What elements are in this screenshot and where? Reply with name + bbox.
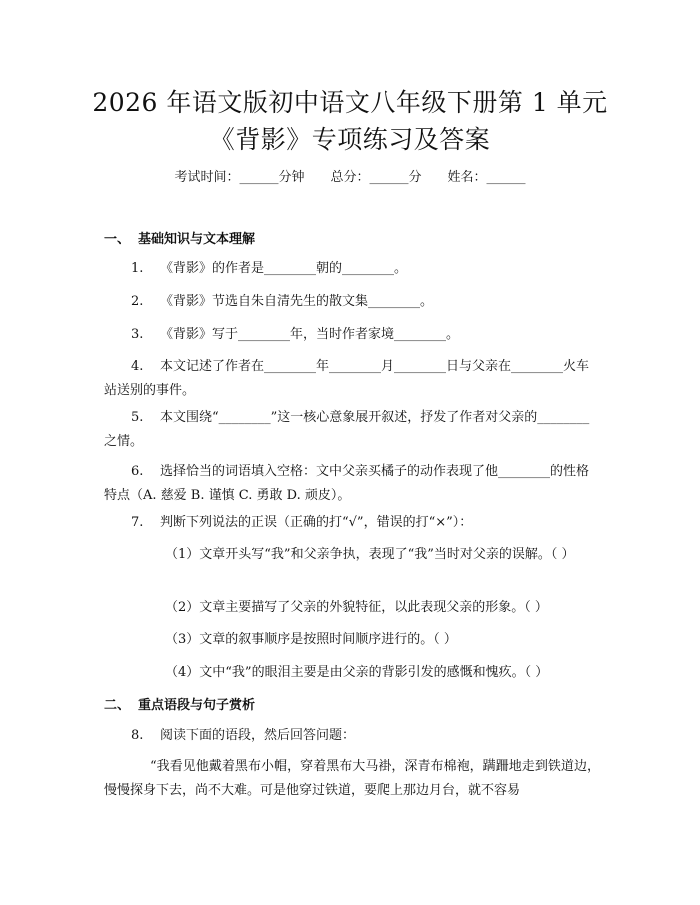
question-7-item-1: （1）文章开头写“我”和父亲争执，表现了“我”当时对父亲的误解。（ ） <box>165 547 575 562</box>
document-title-line-2: 《背影》专项练习及答案 <box>209 125 491 154</box>
question-number: 8. <box>131 728 144 743</box>
question-text: 本文围绕“________”这一核心意象展开叙述，抒发了作者对父亲的________之情。 <box>104 410 590 449</box>
question-7-item-3: （3）文章的叙事顺序是按照时间顺序进行的。（ ） <box>165 632 457 647</box>
question-text: 《背影》写于________年，当时作者家境________。 <box>160 327 460 342</box>
question-number: 7. <box>131 515 144 530</box>
section-number: 二、 <box>104 698 131 713</box>
question-number: 5. <box>131 410 144 425</box>
exam-info-line <box>0 169 700 187</box>
question-text: 本文记述了作者在________年________月________日与父亲在________火车站送别的事件。 <box>104 359 590 398</box>
question-number: 6. <box>131 464 144 479</box>
question-number: 4. <box>131 359 144 374</box>
section-heading-2 <box>104 697 255 715</box>
question-text: 选择恰当的词语填入空格：文中父亲买橘子的动作表现了他________的性格特点（A. 慈爱 B. 谨慎 C. 勇敢 D. 顽皮）。 <box>104 464 590 503</box>
reading-passage: “我看见他戴着黑布小帽，穿着黑布大马褂，深青布棉袍，蹒跚地走到铁道边，慢慢探身下去，尚不大难。可是他穿过铁道，要爬上那边月台，就不容易 <box>104 759 600 798</box>
question-5 <box>104 406 600 454</box>
question-1 <box>104 257 600 281</box>
question-4 <box>104 355 600 403</box>
section-label: 重点语段与句子赏析 <box>138 698 256 713</box>
question-number: 1. <box>131 261 144 276</box>
question-number: 2. <box>131 294 144 309</box>
question-2 <box>104 290 600 314</box>
section-label: 基础知识与文本理解 <box>138 232 256 247</box>
question-7-item-2: （2）文章主要描写了父亲的外貌特征，以此表现父亲的形象。（ ） <box>165 600 548 615</box>
question-text: 阅读下面的语段，然后回答问题： <box>160 728 356 743</box>
question-text: 《背影》节选自朱自清先生的散文集________。 <box>160 294 434 309</box>
question-7 <box>104 511 600 535</box>
student-name-field: 姓名：______ <box>447 170 526 185</box>
question-3 <box>104 323 600 347</box>
question-number: 3. <box>131 327 144 342</box>
section-heading-1 <box>104 231 255 249</box>
question-text: 《背影》的作者是________朝的________。 <box>160 261 408 276</box>
section-number: 一、 <box>104 232 131 247</box>
question-6 <box>104 460 600 508</box>
total-score-field: 总分：______分 <box>330 170 422 185</box>
question-text: 判断下列说法的正误（正确的打“√”，错误的打“×”）： <box>160 515 473 530</box>
question-7-item-4: （4）文中“我”的眼泪主要是由父亲的背影引发的感慨和愧疚。（ ） <box>165 665 549 680</box>
exam-time-field: 考试时间：______分钟 <box>174 170 305 185</box>
question-8 <box>104 724 600 748</box>
document-title-line-1: 2026 年语文版初中语文八年级下册第 1 单元 <box>92 88 608 117</box>
